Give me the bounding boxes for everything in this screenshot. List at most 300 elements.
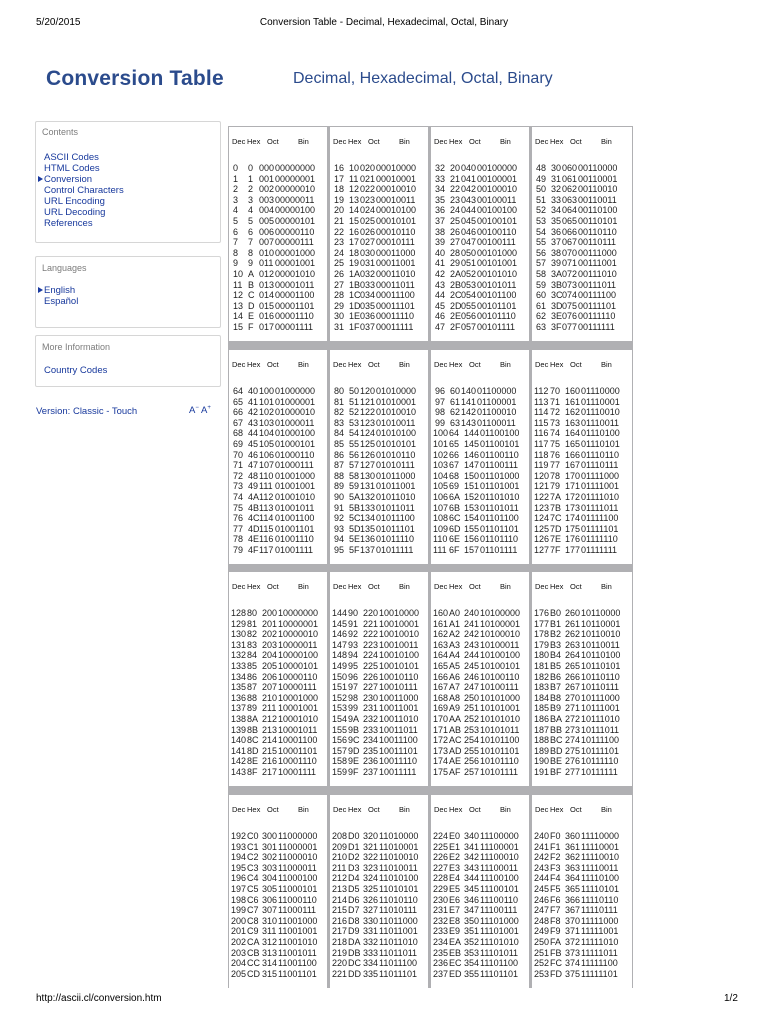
cell-dec: 27	[334, 279, 345, 290]
cell-hex: 3C	[551, 290, 563, 301]
column-header-bin: Bin	[399, 582, 410, 591]
cell-oct: 371	[565, 926, 581, 937]
cell-dec: 139	[231, 724, 247, 735]
cell-hex: B	[248, 279, 255, 290]
cell-bin: 01011110	[376, 534, 415, 545]
table-row	[330, 216, 428, 227]
cell-dec: 187	[534, 724, 550, 735]
cell-dec: 6	[233, 226, 239, 237]
cell-hex: F1	[550, 841, 561, 852]
cell-oct: 204	[262, 650, 278, 661]
cell-oct: 036	[360, 311, 376, 322]
cell-bin: 00001100	[275, 290, 315, 301]
cell-dec: 50	[536, 184, 547, 195]
cell-hex: AF	[449, 766, 461, 777]
cell-oct: 340	[464, 831, 480, 841]
cell-dec: 220	[332, 958, 348, 969]
cell-dec: 106	[433, 491, 449, 502]
cell-dec: 1	[233, 173, 239, 184]
cell-bin: 11000001	[278, 841, 318, 852]
cell-bin: 11110100	[581, 873, 620, 884]
cell-bin: 01010110	[376, 449, 416, 460]
column-headers	[330, 582, 428, 594]
cell-oct: 214	[262, 735, 278, 746]
cell-hex: 62	[450, 407, 461, 418]
cell-bin: 11000110	[278, 894, 317, 905]
table-row	[532, 863, 632, 874]
table-row	[431, 311, 529, 322]
cell-dec: 149	[332, 660, 348, 671]
cell-dec: 225	[433, 841, 449, 852]
column-header-oct: Oct	[267, 582, 279, 591]
column-header-oct: Oct	[267, 360, 279, 369]
cell-hex: 77	[550, 460, 561, 471]
table-rows	[229, 386, 327, 556]
sidebar-item-html-codes[interactable]: HTML Codes	[44, 163, 100, 174]
sidebar-item-control-characters[interactable]: Control Characters	[44, 185, 124, 196]
cell-dec: 107	[433, 502, 449, 513]
cell-dec: 247	[534, 905, 550, 916]
column-headers	[431, 582, 529, 594]
cell-hex: 39	[551, 258, 562, 269]
cell-hex: 87	[247, 682, 258, 693]
table-row	[532, 269, 632, 280]
cell-dec: 152	[332, 692, 348, 703]
cell-oct: 311	[262, 926, 277, 937]
table-rows	[229, 831, 327, 979]
cell-oct: 146	[464, 449, 480, 460]
cell-bin: 00001010	[275, 268, 316, 279]
table-row	[532, 693, 632, 704]
cell-hex: DB	[348, 947, 361, 958]
cell-bin: 00010010	[376, 184, 417, 195]
table-row	[229, 703, 327, 714]
cell-oct: 375	[565, 968, 581, 979]
table-row	[532, 450, 632, 461]
table-row	[431, 545, 529, 556]
cell-dec: 131	[231, 639, 247, 650]
cell-hex: 2E	[450, 311, 462, 322]
cell-oct: 046	[461, 226, 477, 237]
cell-hex: FB	[550, 947, 562, 958]
cell-bin: 00010100	[376, 205, 417, 216]
cell-oct: 210	[262, 692, 278, 703]
cell-dec: 57	[536, 258, 547, 269]
cell-bin: 01100111	[480, 460, 519, 471]
table-row	[532, 524, 632, 535]
languages-list	[44, 285, 78, 307]
cell-bin: 10110001	[581, 618, 621, 629]
cell-dec: 83	[334, 417, 345, 428]
plus-icon: +	[207, 405, 211, 411]
cell-oct: 122	[360, 407, 376, 418]
cell-bin: 11011001	[379, 926, 418, 937]
sidebar-item-ascii-codes[interactable]: ASCII Codes	[44, 152, 99, 163]
page-subtitle: Decimal, Hexadecimal, Octal, Binary	[293, 70, 553, 87]
cell-bin: 00110110	[578, 226, 617, 237]
cell-dec: 215	[332, 905, 348, 916]
table-row	[330, 746, 428, 757]
table-row	[532, 926, 632, 937]
cell-dec: 78	[233, 534, 244, 545]
cell-oct: 237	[363, 766, 379, 777]
table-column-group	[330, 127, 428, 341]
table-row	[431, 725, 529, 736]
cell-bin: 11101101	[480, 968, 519, 979]
cell-bin: 10100110	[480, 671, 520, 682]
cell-hex: 83	[247, 639, 258, 650]
cell-hex: 9E	[348, 756, 360, 767]
cell-oct: 003	[259, 194, 275, 205]
cell-hex: 1A	[349, 268, 361, 279]
cell-bin: 10111111	[581, 766, 618, 777]
cell-oct: 107	[259, 460, 275, 471]
cell-dec: 135	[231, 682, 247, 693]
cell-bin: 11101011	[480, 947, 519, 958]
table-row	[229, 163, 327, 174]
table-row	[532, 640, 632, 651]
cell-oct: 341	[464, 841, 480, 852]
cell-bin: 10011001	[379, 703, 419, 714]
cell-dec: 232	[433, 915, 449, 926]
cell-hex: FC	[550, 958, 562, 969]
cell-oct: 124	[360, 428, 376, 439]
cell-dec: 164	[433, 650, 449, 661]
cell-bin: 10111110	[581, 756, 619, 767]
cell-dec: 81	[334, 396, 345, 407]
cell-dec: 20	[334, 205, 345, 216]
cell-oct: 333	[363, 947, 379, 958]
cell-oct: 206	[262, 671, 278, 682]
table-row	[229, 481, 327, 492]
cell-dec: 69	[233, 438, 244, 449]
cell-hex: 44	[248, 428, 259, 439]
cell-hex: BA	[550, 713, 563, 724]
cell-dec: 166	[433, 671, 449, 682]
table-row	[229, 926, 327, 937]
table-row	[532, 481, 632, 492]
sidebar-item-url-encoding[interactable]: URL Encoding	[44, 196, 105, 207]
table-row	[229, 534, 327, 545]
column-headers	[229, 582, 327, 594]
version-switcher[interactable]: Version: Classic - Touch	[36, 406, 138, 417]
table-row	[330, 397, 428, 408]
cell-dec: 209	[332, 841, 348, 852]
cell-dec: 216	[332, 915, 348, 926]
cell-oct: 016	[259, 311, 275, 322]
cell-oct: 234	[363, 735, 379, 746]
cell-bin: 10100011	[480, 639, 520, 650]
cell-hex: 80	[247, 608, 258, 618]
cell-oct: 001	[259, 173, 275, 184]
sidebar-item-espa-ol[interactable]: Español	[44, 296, 79, 307]
cell-oct: 352	[464, 936, 480, 947]
cell-hex: 14	[349, 205, 360, 216]
cell-hex: 17	[349, 237, 360, 248]
cell-dec: 127	[534, 544, 550, 555]
page-title: Conversion Table	[46, 67, 224, 90]
table-row	[330, 714, 428, 725]
sidebar-item-url-decoding[interactable]: URL Decoding	[44, 207, 106, 218]
cell-bin: 01110101	[581, 438, 620, 449]
cell-oct: 344	[464, 873, 480, 884]
cell-oct: 212	[262, 713, 278, 724]
table-column-group	[229, 350, 327, 564]
sidebar-item-english[interactable]: English	[44, 285, 78, 296]
cell-hex: 3B	[551, 279, 563, 290]
cell-oct: 355	[464, 968, 480, 979]
table-row	[532, 735, 632, 746]
cell-bin: 01110100	[581, 428, 620, 439]
cell-dec: 150	[332, 671, 348, 682]
cell-bin: 10100101	[480, 660, 521, 671]
cell-oct: 121	[360, 396, 376, 407]
cell-dec: 5	[233, 215, 239, 226]
cell-hex: A9	[449, 703, 461, 714]
table-row	[431, 439, 529, 450]
cell-dec: 184	[534, 692, 550, 703]
table-row	[532, 386, 632, 397]
cell-dec: 30	[334, 311, 345, 322]
table-row	[229, 184, 327, 195]
cell-dec: 245	[534, 883, 550, 894]
table-row	[330, 184, 428, 195]
cell-oct: 262	[565, 629, 581, 640]
column-header-oct: Oct	[267, 805, 279, 814]
cell-dec: 68	[233, 428, 244, 439]
cell-oct: 054	[461, 290, 477, 301]
table-rows	[431, 831, 529, 979]
table-row	[229, 905, 327, 916]
cell-dec: 242	[534, 852, 550, 863]
table-row	[532, 895, 632, 906]
column-header-hex: Hex	[550, 137, 564, 146]
column-header-dec: Dec	[333, 582, 347, 591]
cell-bin: 11101100	[480, 958, 519, 969]
cell-bin: 11010111	[379, 905, 418, 916]
table-row	[431, 672, 529, 683]
cell-hex: 9F	[348, 766, 359, 777]
cell-oct: 103	[259, 417, 275, 428]
table-row	[229, 884, 327, 895]
cell-hex: 29	[450, 258, 461, 269]
cell-bin: 11011101	[379, 968, 418, 979]
cell-dec: 90	[334, 491, 345, 502]
cell-bin: 10000001	[278, 618, 319, 629]
table-row	[431, 269, 529, 280]
sidebar-item-conversion[interactable]: Conversion	[44, 174, 124, 185]
cell-dec: 37	[435, 215, 446, 226]
cell-oct: 275	[565, 745, 581, 756]
cell-hex: A0	[449, 608, 461, 618]
column-header-oct: Oct	[368, 360, 380, 369]
cell-dec: 148	[332, 650, 348, 661]
cell-dec: 162	[433, 629, 449, 640]
cell-oct: 366	[565, 894, 581, 905]
cell-hex: 4	[248, 205, 254, 216]
cell-bin: 11001001	[278, 926, 318, 937]
table-row	[229, 513, 327, 524]
table-row	[330, 513, 428, 524]
cell-bin: 01101010	[480, 491, 520, 502]
column-header-bin: Bin	[500, 360, 511, 369]
cell-dec: 21	[334, 215, 345, 226]
table-row	[431, 873, 529, 884]
cell-hex: 86	[247, 671, 258, 682]
table-row	[330, 767, 428, 778]
cell-dec: 35	[435, 194, 446, 205]
cell-bin: 11111001	[581, 926, 619, 937]
cell-dec: 193	[231, 841, 247, 852]
cell-oct: 162	[565, 407, 581, 418]
table-row	[431, 492, 529, 503]
cell-bin: 11100010	[480, 852, 519, 863]
table-row	[330, 958, 428, 969]
column-headers	[229, 805, 327, 817]
cell-oct: 063	[562, 194, 578, 205]
cell-oct: 232	[363, 713, 379, 724]
cell-oct: 126	[360, 449, 376, 460]
table-row	[229, 439, 327, 450]
cell-oct: 007	[259, 237, 275, 248]
cell-bin: 01000001	[275, 396, 316, 407]
cell-bin: 00101001	[477, 258, 518, 269]
cell-oct: 065	[562, 215, 578, 226]
cell-dec: 16	[334, 163, 345, 173]
cell-hex: B4	[550, 650, 562, 661]
cell-oct: 347	[464, 905, 480, 916]
table-row	[330, 545, 428, 556]
sidebar-item-country-codes[interactable]: Country Codes	[44, 365, 108, 376]
table-row	[330, 248, 428, 259]
cell-dec: 120	[534, 470, 550, 481]
table-row	[532, 873, 632, 884]
column-header-oct: Oct	[368, 805, 380, 814]
cell-dec: 237	[433, 968, 449, 979]
cell-dec: 4	[233, 205, 239, 216]
font-decrease-button[interactable]	[189, 405, 199, 416]
contents-list	[44, 152, 124, 229]
cell-dec: 174	[433, 756, 449, 767]
cell-dec: 218	[332, 936, 348, 947]
cell-bin: 10010010	[379, 629, 420, 640]
cell-dec: 61	[536, 300, 547, 311]
cell-bin: 11110001	[581, 841, 620, 852]
cell-bin: 01010100	[376, 428, 417, 439]
cell-bin: 10110010	[581, 629, 621, 640]
table-row	[229, 767, 327, 778]
cell-bin: 10110011	[581, 639, 620, 650]
column-header-dec: Dec	[434, 582, 448, 591]
cell-hex: D2	[348, 852, 360, 863]
column-header-bin: Bin	[298, 582, 309, 591]
cell-dec: 173	[433, 745, 449, 756]
table-row	[229, 640, 327, 651]
table-row	[532, 439, 632, 450]
cell-oct: 324	[363, 873, 379, 884]
column-headers	[229, 137, 327, 149]
table-column-group	[229, 795, 327, 988]
table-row	[330, 174, 428, 185]
cell-hex: 9B	[348, 724, 360, 735]
table-row	[532, 650, 632, 661]
cell-oct: 226	[363, 671, 379, 682]
table-row	[229, 418, 327, 429]
cell-oct: 363	[565, 862, 581, 873]
table-row	[431, 735, 529, 746]
cell-bin: 10001000	[278, 692, 319, 703]
table-row	[431, 407, 529, 418]
cell-dec: 42	[435, 268, 446, 279]
table-row	[431, 640, 529, 651]
cell-hex: 3	[248, 194, 254, 205]
cell-oct: 217	[262, 766, 278, 777]
cell-bin: 00010110	[376, 226, 416, 237]
cell-dec: 74	[233, 491, 244, 502]
table-row	[532, 227, 632, 238]
table-block	[229, 572, 632, 786]
cell-hex: 97	[348, 682, 359, 693]
cell-bin: 00000111	[275, 237, 314, 248]
cell-oct: 252	[464, 713, 480, 724]
table-rows	[532, 608, 632, 778]
cell-oct: 230	[363, 692, 379, 703]
table-row	[431, 842, 529, 853]
cell-hex: C0	[247, 831, 259, 841]
cell-bin: 01111101	[581, 523, 619, 534]
cell-dec: 19	[334, 194, 345, 205]
cell-oct: 174	[565, 513, 581, 524]
cell-hex: 23	[450, 194, 461, 205]
cell-bin: 01111000	[581, 470, 620, 481]
cell-hex: BC	[550, 735, 563, 746]
cell-bin: 01001110	[275, 534, 314, 545]
sidebar-item-references[interactable]: References	[44, 218, 93, 229]
cell-hex: C2	[247, 852, 259, 863]
cell-bin: 10010110	[379, 671, 419, 682]
column-header-dec: Dec	[434, 360, 448, 369]
cell-bin: 01111001	[581, 481, 620, 492]
table-row	[532, 163, 632, 174]
font-increase-button[interactable]	[201, 405, 211, 416]
cell-oct: 200	[262, 608, 278, 618]
table-row	[330, 661, 428, 672]
table-row	[532, 397, 632, 408]
cell-hex: 28	[450, 247, 461, 258]
cell-bin: 01010000	[376, 386, 417, 396]
cell-hex: F5	[550, 883, 561, 894]
cell-hex: 38	[551, 247, 562, 258]
table-row	[330, 608, 428, 619]
cell-oct: 147	[464, 460, 480, 471]
column-header-bin: Bin	[500, 582, 511, 591]
cell-dec: 224	[433, 831, 449, 841]
table-row	[532, 216, 632, 227]
cell-dec: 29	[334, 300, 345, 311]
cell-hex: 5F	[349, 544, 360, 555]
table-row	[532, 703, 632, 714]
cell-dec: 205	[231, 968, 247, 979]
cell-dec: 59	[536, 279, 547, 290]
table-row	[330, 703, 428, 714]
cell-hex: 65	[449, 438, 460, 449]
cell-hex: 5B	[349, 502, 361, 513]
cell-oct: 325	[363, 883, 379, 894]
cell-oct: 300	[262, 831, 278, 841]
cell-bin: 00011100	[376, 290, 415, 301]
cell-bin: 01011101	[376, 523, 415, 534]
table-row	[431, 948, 529, 959]
